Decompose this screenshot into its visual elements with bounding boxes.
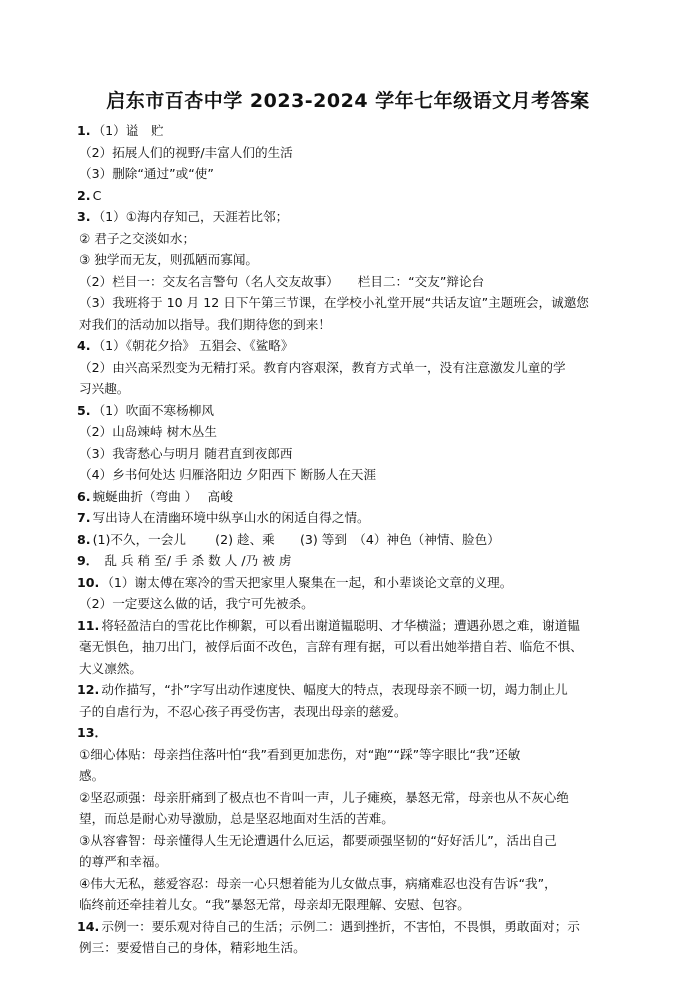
answer-line: [77, 507, 632, 529]
answer-line: [77, 550, 632, 572]
answer-line: [77, 271, 632, 293]
answer-line: [77, 464, 632, 486]
answer-line: [77, 421, 632, 443]
answer-line: [77, 228, 632, 250]
answer-text: （3）删除“通过”或“使”: [79, 166, 214, 181]
answer-line: [77, 163, 632, 185]
answer-text: 临终前还牵挂着儿女。“我”暴怒无常，母亲却无限理解、安慰、包容。: [79, 897, 470, 912]
question-number: 7.: [77, 510, 91, 525]
answer-text: （1）谢太傅在寒冷的雪天把家里人聚集在一起，和小辈谈论文章的义理。: [101, 574, 513, 590]
answer-line: [77, 873, 632, 895]
answer-line: [77, 851, 632, 873]
question-number: 6.: [77, 488, 91, 504]
answer-text: （1）①海内存知己，天涯若比邻；: [92, 209, 289, 224]
answer-text: 毫无惧色，抽刀出门，被俘后面不改色，言辞有理有据，可以看出她举措自若、临危不惧、: [79, 639, 583, 654]
answer-text: （1）谥 贮: [92, 123, 164, 138]
answer-line: [77, 400, 632, 422]
answer-text: （3）我班将于 10 月 12 日下午第三节课，在学校小礼堂开展“共话友谊”主题班会，诚邀您: [79, 295, 589, 310]
answer-text: 例三：要爱惜自己的身体，精彩地生活。: [79, 940, 306, 955]
answer-text: 的尊严和幸福。: [79, 854, 168, 869]
answer-line: [77, 185, 632, 207]
answer-text: ④伟大无私，慈爱容忍：母亲一心只想着能为儿女做点事，病痛难忍也没有告诉“我”，: [79, 875, 557, 891]
answer-line: [77, 615, 632, 637]
answer-line: [77, 894, 632, 916]
answer-text: 蜿蜒曲折（弯曲 ） 高峻: [92, 488, 233, 504]
answer-line: [77, 529, 632, 551]
document-title: 启东市百杏中学 2023-2024 学年七年级语文月考答案: [106, 90, 590, 112]
answer-text: 示例一：要乐观对待自己的生活；示例二：遇到挫折，不害怕，不畏惧，勇敢面对；示: [101, 918, 580, 934]
answer-text: 望，而总是耐心劝导激励，总是坚忍地面对生活的苦难。: [79, 811, 394, 826]
question-number: 1.: [77, 123, 91, 138]
answer-text: C: [92, 187, 102, 203]
answer-line: [77, 335, 632, 357]
answer-line: [77, 206, 632, 228]
answer-text: 乱 兵 稍 至/ 手 杀 数 人 /乃 被 虏: [100, 553, 292, 568]
answer-line: [77, 830, 632, 852]
answer-line: [77, 722, 632, 744]
question-number: 11.: [77, 617, 100, 633]
answer-line: [77, 378, 632, 400]
answer-text: 大义凛然。: [79, 660, 142, 676]
question-number: 8.: [77, 531, 91, 547]
answer-text: ②坚忍顽强：母亲肝痛到了极点也不肯叫一声，儿子瘫痪，暴怒无常，母亲也从不灰心绝: [79, 789, 569, 805]
answer-line: [77, 357, 632, 379]
answer-text: 将轻盈洁白的雪花比作柳絮，可以看出谢道韫聪明、才华横溢；遭遇孙恩之难，谢道韫: [101, 617, 580, 633]
answer-content: [77, 120, 632, 959]
answer-text: ② 君子之交淡如水；: [79, 230, 196, 246]
answer-text: （4）乡书何处达 归雁洛阳边 夕阳西下 断肠人在天涯: [79, 467, 377, 482]
answer-text: ①细心体贴：母亲挡住落叶怕“我”看到更加悲伤，对“跑”“踩”等字眼比“我”还敏: [79, 746, 521, 762]
answer-line: [77, 808, 632, 830]
question-number: 14.: [77, 918, 100, 934]
answer-text: （1）吹面不寒杨柳风: [92, 402, 214, 418]
answer-text: 习兴趣。: [79, 381, 130, 396]
answer-text: 对我们的活动加以指导。我们期待您的到来！: [79, 316, 331, 332]
answer-line: [77, 249, 632, 271]
answer-line: [77, 679, 632, 701]
answer-text: （2）由兴高采烈变为无精打采。教育内容艰深，教育方式单一，没有注意激发儿童的学: [79, 359, 566, 375]
answer-text: ③从容睿智：母亲懂得人生无论遭遇什么厄运，都要顽强坚韧的“好好活儿”，活出自己: [79, 832, 557, 848]
answer-text: 动作描写，“扑”字写出动作速度快、幅度大的特点，表现母亲不顾一切，竭力制止儿: [101, 682, 568, 697]
answer-line: [77, 937, 632, 959]
answer-text: 感。: [79, 768, 105, 783]
question-number: 12.: [77, 682, 100, 697]
question-number: 13．: [77, 725, 108, 740]
answer-text: （3）我寄愁心与明月 随君直到夜郎西: [79, 445, 293, 461]
answer-line: [77, 593, 632, 615]
question-number: 2.: [77, 187, 91, 203]
answer-text: （1）《朝花夕拾》 五猖会、《鲨略》: [92, 338, 294, 353]
question-number: 5.: [77, 402, 91, 418]
answer-line: [77, 292, 632, 314]
answer-line: [77, 572, 632, 594]
answer-text: 写出诗人在清幽环境中纵享山水的闲适自得之情。: [92, 510, 370, 525]
question-number: 4.: [77, 338, 91, 353]
answer-line: [77, 486, 632, 508]
answer-line: [77, 658, 632, 680]
answer-line: [77, 314, 632, 336]
answer-line: [77, 701, 632, 723]
answer-text: (1)不久，一会儿 (2) 趁、乘 (3) 等到 （4）神色（神情、脸色）: [92, 531, 500, 547]
question-number: 10.: [77, 574, 100, 590]
answer-text: （2）一定要这么做的话，我宁可先被杀。: [79, 596, 314, 611]
answer-text: [107, 725, 109, 740]
answer-line: [77, 787, 632, 809]
answer-line: [77, 443, 632, 465]
answer-line: [77, 636, 632, 658]
answer-line: [77, 744, 632, 766]
answer-line: [77, 142, 632, 164]
question-number: 9．: [77, 553, 99, 568]
answer-text: ③ 独学而无友，则孤陋而寡闻。: [79, 252, 259, 267]
answer-text: （2）拓展人们的视野/丰富人们的生活: [79, 144, 293, 160]
answer-line: [77, 120, 632, 142]
question-number: 3.: [77, 209, 91, 224]
answer-text: 子的自虐行为，不忍心孩子再受伤害，表现出母亲的慈爱。: [79, 703, 407, 719]
answer-text: （2）山岛竦峙 树木丛生: [79, 424, 217, 439]
answer-line: [77, 916, 632, 938]
answer-line: [77, 765, 632, 787]
answer-text: （2）栏目一：交友名言警句（名人交友故事） 栏目二：“交友”辩论台: [79, 273, 485, 289]
